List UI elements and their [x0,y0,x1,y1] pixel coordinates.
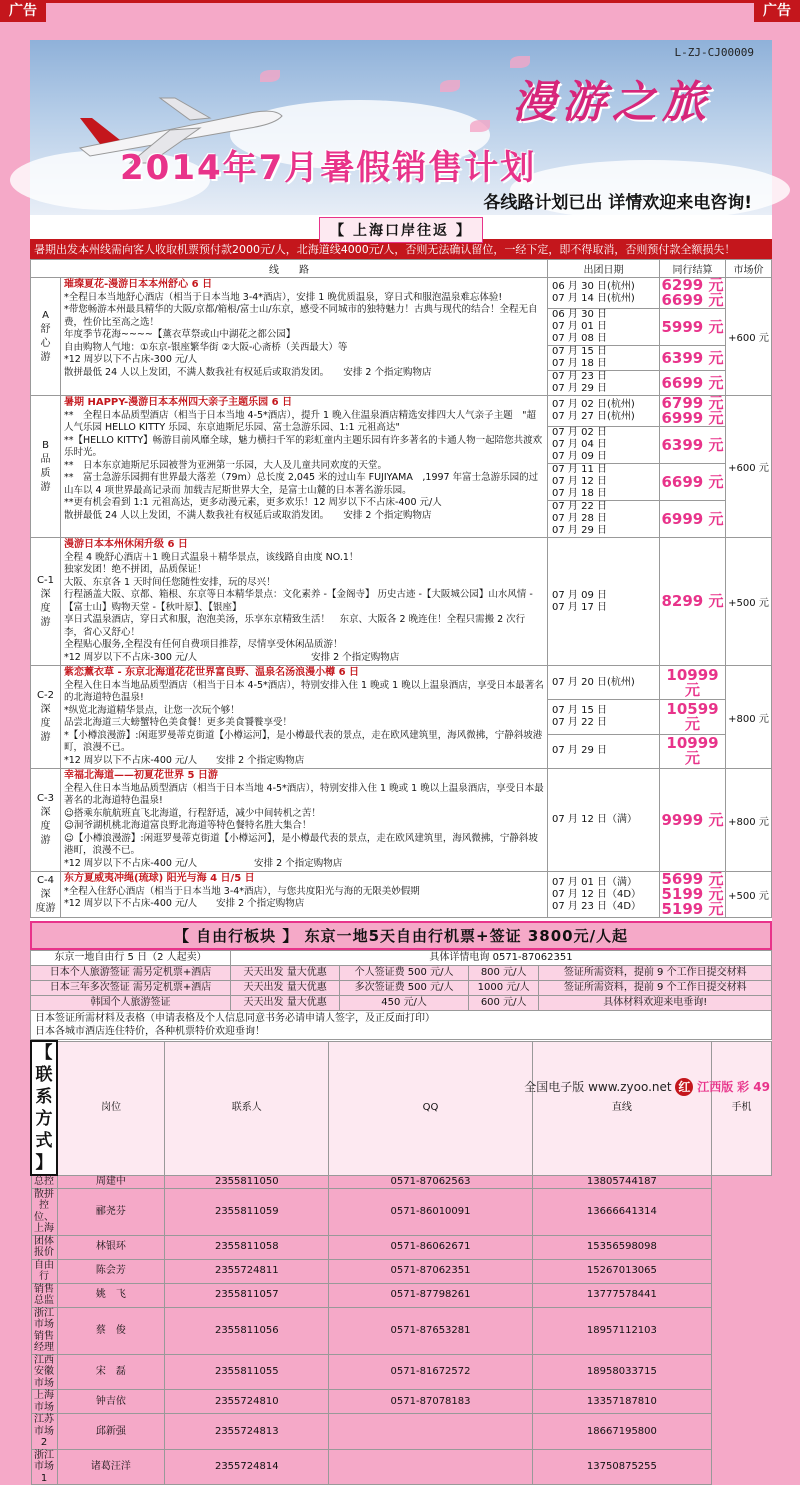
top-rule [46,0,754,3]
contact-row [31,1175,772,1188]
departure-dates: 07 月 12 日（满） [548,769,660,872]
contact-cell: 0571-86010091 [329,1188,532,1235]
note-line: 日本各城市酒店连住特价，各种机票特价欢迎垂询！ [35,1026,265,1037]
contact-cell: 钟吉依 [57,1390,165,1414]
route-description [61,396,548,538]
free-cell: 1000 元/人 [468,981,539,996]
contact-cell: 周建中 [57,1175,165,1188]
contact-label [31,1041,57,1175]
route-detail-line: 品尝北海道三大螃蟹特色美食餐！更多美食饕餮享受！ [64,717,293,728]
free-cell: 个人签证费 500 元/人 [340,966,469,981]
table-row [31,981,772,996]
free-travel-table [30,950,772,1011]
free-cell: 签证所需资料，提前 9 个工作日提交材料 [539,966,772,981]
market-price: +600 元 [726,278,772,396]
page-number: 彩 49 [737,1080,770,1094]
contact-cell: 2355811050 [165,1175,329,1188]
contact-cell: 13666641314 [532,1188,711,1235]
market-price: +800 元 [726,666,772,769]
peer-price: 5999 元 [660,309,726,346]
contact-cell: 浙江市场销售经理 [31,1307,57,1354]
contact-cell: 蔡 俊 [57,1307,165,1354]
contact-cell: 15356598098 [532,1235,711,1259]
footer-site: 全国电子版 www.zyoo.net [524,1080,672,1094]
route-detail-line: *【小樽浪漫游】:闲逛罗曼蒂克街道【小樽运河】，是小樽最代表的景点，走在欧风建筑里，海风微拂，宁静斜坡港町，浪漫不已。 [64,729,543,753]
peer-price: 10999 元 [660,734,726,768]
peer-price: 10599 元 [660,700,726,734]
route-detail-line: 行程涵盖大阪、京都、箱根、东京等日本精华景点：文化素养 -【金阁寺】 历史古迹 -【大阪城公园】山水风情 -【富士山】购物天堂 -【秋叶原】、【银座】 [64,589,533,613]
market-price: +800 元 [726,769,772,872]
contact-cell: 2355811055 [165,1354,329,1390]
table-header-row [31,260,772,278]
departure-dates: 07 月 23 日 07 月 29 日 [548,371,660,396]
contact-cell: 陈会芳 [57,1259,165,1283]
col-market: 市场价 [726,260,772,278]
route-category: C-3 深 度 游 [31,769,61,872]
route-row [31,769,772,872]
contact-row [31,1259,772,1283]
table-row [31,966,772,981]
route-detail-line: *纵览北海道精华景点，让您一次玩个够！ [64,704,240,716]
col-mobile: 手机 [712,1041,772,1175]
route-detail-line: 全程入住日本当地品质型酒店（相当于日本当地 4-5*酒店），特别安排入住 1 晚或 1 晚以上温泉酒店，享受日本最著名的北海道特色温泉! [64,782,544,806]
contact-cell: 0571-87798261 [329,1283,532,1307]
route-row [31,666,772,700]
route-row [31,396,772,427]
contact-cell: 0571-87078183 [329,1390,532,1414]
contact-cell: 2355811058 [165,1235,329,1259]
peer-price: 6399 元 [660,346,726,371]
contact-cell: 18667195800 [532,1414,711,1450]
main-title: 2014年7月暑假销售计划 [120,148,537,188]
free-cell: 天天出发 量大优惠 [231,981,340,996]
route-detail-line: 大阪、东京各 1 天时间任您随性安排，玩的尽兴！ [64,576,276,588]
peer-price: 6299 元 6699 元 [660,278,726,309]
contact-cell: 13777578441 [532,1283,711,1307]
departure-dates: 07 月 29 日 [548,734,660,768]
peer-price: 10999 元 [660,666,726,700]
ad-corner-left: 广告 [0,0,46,22]
ad-corner-right: 广告 [754,0,800,22]
contact-row [31,1283,772,1307]
route-detail-line: *12 周岁以下不占床-400 元/人 安排 2 个指定购物店 [64,898,305,909]
contact-cell: 2355724814 [165,1449,329,1485]
free-cell: 450 元/人 [340,996,469,1011]
route-detail-line: 散拼最低 24 人以上发团，不满人数我社有权延后或取消发团。 安排 2 个指定购物店 [64,509,432,521]
free-cell: 多次签证费 500 元/人 [340,981,469,996]
routes-table [30,259,772,918]
route-detail-line: ** 富士急游乐园拥有世界最大落差（79m）总长度 2,045 米的过山车 FUJIYAMA ,1997 年富士急游乐园的过山车以 4 项世界最高记录而 加载吉尼斯世界大全，是富士山麓的日本著名游乐园。 [64,472,539,496]
contact-cell: 0571-81672572 [329,1354,532,1390]
col-contact: 联系人 [165,1041,329,1175]
contact-cell: 散拼控位、上海 [31,1188,57,1235]
contact-cell: 宋 磊 [57,1354,165,1390]
footer [524,1078,770,1096]
route-description [61,769,548,872]
route-title: 幸福北海道——初夏花世界 5 日游 [64,770,218,781]
contact-cell: 2355811057 [165,1283,329,1307]
route-detail-line: 享日式温泉酒店，穿日式和服，泡泡美汤，乐享东京精致生活！ 东京、大阪各 2 晚连住！全程只需搬 2 次行李，省心又舒心！ [64,614,526,638]
section-title-text: 【 上海口岸往返 】 [319,217,483,243]
route-detail-line: 自由购物人气地：①东京-银座繁华街 ②大阪-心斋桥（关西最大）等 [64,341,348,353]
route-detail-line: ☺搭乘东航航班直飞北海道，行程舒适，减少中间转机之苦！ [64,807,321,819]
route-detail-line: *12 周岁以下不占床-400 元/人 安排 2 个指定购物店 [64,754,305,766]
table-row [31,996,772,1011]
visa-notes [30,1011,772,1040]
route-row [31,278,772,309]
route-title: 东方夏威夷冲绳(琉球) 阳光与海 4 日/5 日 [64,873,255,884]
contact-row [31,1390,772,1414]
departure-dates: 07 月 20 日(杭州) [548,666,660,700]
free-cell: 日本个人旅游签证 需另定机票+酒店 [31,966,231,981]
route-detail-line: 全程 4 晚舒心酒店＋1 晚日式温泉＋精华景点，该线路自由度 NO.1！ [64,551,359,563]
contact-cell: 郦尧芬 [57,1188,165,1235]
departure-dates: 07 月 01 日（满） 07 月 12 日（4D） 07 月 23 日（4D） [548,872,660,918]
route-category: C-2 深 度 游 [31,666,61,769]
peer-price: 9999 元 [660,769,726,872]
petal-icon [440,80,460,92]
route-description [61,278,548,396]
peer-price: 6699 元 [660,464,726,501]
contact-cell: 浙江市场 1 [31,1449,57,1485]
contact-row [31,1414,772,1450]
departure-dates: 07 月 15 日 07 月 18 日 [548,346,660,371]
contact-cell: 团体报价 [31,1235,57,1259]
routes-body [31,278,772,918]
free-cell: 具体详情电询 0571-87062351 [231,951,772,966]
contact-cell: 13357187810 [532,1390,711,1414]
contact-cell: 0571-87062563 [329,1175,532,1188]
route-title: 紫恋薰衣草 - 东京北海道花花世界富良野、温泉名汤浪漫小樽 6 日 [64,667,360,678]
banner [30,40,772,215]
route-detail-line: *全程入住舒心酒店（相当于日本当地 3-4*酒店），与您共度阳光与海的无限美妙假期 [64,885,420,897]
contact-cell: 13750875255 [532,1449,711,1485]
route-detail-line: ☺【小樽浪漫游】:闲逛罗曼蒂克街道【小樽运河】，是小樽最代表的景点，走在欧风建筑里，海风微拂，宁静斜坡港町，浪漫不已。 [64,832,538,856]
petal-icon [470,120,490,132]
route-title: 漫游日本本州休闲升级 6 日 [64,539,188,550]
edition-badge: 红 [675,1078,693,1096]
route-detail-line: *带您畅游本州最具精华的大阪/京都/箱根/富士山/东京，感受不同城市的独特魅力！古典与现代的结合！全程无自费，性价比至高之选！ [64,304,538,328]
route-title: 璀璨夏花-漫游日本本州舒心 6 日 [64,279,213,290]
contact-row [31,1235,772,1259]
subtitle: 各线路计划已出 详情欢迎来电咨询! [483,193,752,213]
route-category: B 品 质 游 [31,396,61,538]
contact-header-row [31,1041,772,1175]
departure-dates: 07 月 15 日 07 月 22 日 [548,700,660,734]
contact-table [30,1040,772,1485]
col-position: 岗位 [57,1041,165,1175]
contact-cell: 15267013065 [532,1259,711,1283]
market-price: +600 元 [726,396,772,538]
departure-dates: 06 月 30 日 07 月 01 日 07 月 08 日 [548,309,660,346]
departure-dates: 07 月 02 日(杭州) 07 月 27 日(杭州) [548,396,660,427]
route-detail-line: ☺洞爷湖机桃北海道富良野北海道等特色餐特名胜大集合！ [64,820,312,831]
free-cell: 800 元/人 [468,966,539,981]
route-category: C-1 深 度 游 [31,538,61,666]
contact-cell: 13805744187 [532,1175,711,1188]
route-detail-line: ** 日本东京迪斯尼乐园被誉为亚洲第一乐园，大人及儿童共同欢度的天堂。 [64,459,388,471]
route-detail-line: *12 周岁以下不占床-300 元/人 [64,354,198,365]
free-cell: 日本三年多次签证 需另定机票+酒店 [31,981,231,996]
route-row [31,872,772,918]
contact-cell: 总控 [31,1175,57,1188]
contact-label-text: 【 联 系 方 式 】 [35,1043,53,1173]
route-row [31,538,772,666]
departure-dates: 07 月 11 日 07 月 12 日 07 月 18 日 [548,464,660,501]
route-description [61,872,548,918]
contact-cell: 姚 飞 [57,1283,165,1307]
contact-cell: 江西安徽市场 [31,1354,57,1390]
free-cell: 天天出发 量大优惠 [231,966,340,981]
contact-cell: 18957112103 [532,1307,711,1354]
contact-cell: 林银环 [57,1235,165,1259]
contact-cell: 自由行 [31,1259,57,1283]
contact-cell: 江苏市场 2 [31,1414,57,1450]
route-category: C-4 深 度游 [31,872,61,918]
contact-row [31,1354,772,1390]
route-detail-line: **【HELLO KITTY】畅游目前风靡全球，魅力横扫千军的彩虹童内主题乐园有许多著名的卡通人物一起陪您共渡欢乐时光。 [64,434,543,458]
market-price: +500 元 [726,872,772,918]
peer-price: 6799 元 6999 元 [660,396,726,427]
peer-price: 6399 元 [660,427,726,464]
note-line: 日本签证所需材料及表格（申请表格及个人信息同意书务必请申请人签字，及正反面打印） [35,1013,435,1024]
col-price: 同行结算 [660,260,726,278]
departure-dates: 07 月 22 日 07 月 28 日 07 月 29 日 [548,501,660,538]
route-description [61,538,548,666]
route-detail-line: *全程日本当地舒心酒店（相当于日本当地 3-4*酒店），安排 1 晚优质温泉，穿日式和服泡温泉难忘体验! [64,291,503,303]
route-category: A 舒 心 游 [31,278,61,396]
route-detail-line: ** 全程日本品质型酒店（相当于日本当地 4-5*酒店），提升 1 晚入住温泉酒店精选安排四大人气亲子主题 "超人气乐园 HELLO KITTY 乐园、东京迪斯尼乐园、富士急游乐园、1:1 元祖高达" [64,409,536,433]
col-date: 出团日期 [548,260,660,278]
edition-name: 江西版 [697,1080,734,1094]
route-detail-line: *12 周岁以下不占床-400 元/人 安排 2 个指定购物店 [64,857,343,869]
route-detail-line: 全程贴心服务,全程没有任何自费项目推荐，尽情享受休闲品质游！ [64,639,343,650]
contact-cell [329,1414,532,1450]
free-cell: 东京一地自由行 5 日（2 人起卖） [31,951,231,966]
contact-cell: 上海市场 [31,1390,57,1414]
col-qq: QQ [329,1041,532,1175]
contact-cell: 销售总监 [31,1283,57,1307]
free-cell: 天天出发 量大优惠 [231,996,340,1011]
departure-dates: 07 月 09 日 07 月 17 日 [548,538,660,666]
peer-price: 6999 元 [660,501,726,538]
contact-cell: 18958033715 [532,1354,711,1390]
table-row [31,951,772,966]
contact-cell: 0571-86062671 [329,1235,532,1259]
departure-dates: 06 月 30 日(杭州) 07 月 14 日(杭州) [548,278,660,309]
col-route: 线 路 [31,260,548,278]
contact-cell: 诸葛汪洋 [57,1449,165,1485]
peer-price: 5699 元 5199 元 5199 元 [660,872,726,918]
contact-cell: 2355811056 [165,1307,329,1354]
route-detail-line: 年度季节花海~~~~【薰衣草祭或山中湖花之都公园】 [64,329,296,340]
market-price: +500 元 [726,538,772,666]
route-detail-line: 全程入住日本当地品质型酒店（相当于日本 4-5*酒店），特别安排入住 1 晚或 1 晚以上温泉酒店，享受日本最著名的北海道特色温泉! [64,679,544,703]
route-detail-line: *12 周岁以下不占床-300 元/人 安排 2 个指定购物店 [64,651,400,663]
peer-price: 6699 元 [660,371,726,396]
route-detail-line: 散拼最低 24 人以上发团，不满人数我社有权延后或取消发团。 安排 2 个指定购物店 [64,366,432,378]
deposit-notice: 暑期出发本州线需向客人收取机票预付款2000元/人，北海道线4000元/人，否则无法确认留位，一经下定，即不得取消，否则预付款全额损失！ [30,239,772,259]
free-travel-title: 【 自由行板块 】 东京一地5天自由行机票+签证 3800元/人起 [30,921,772,950]
route-title: 暑期 HAPPY-漫游日本本州四大亲子主题乐园 6 日 [64,397,293,408]
contact-cell [329,1449,532,1485]
free-cell: 600 元/人 [468,996,539,1011]
contact-cell: 0571-87062351 [329,1259,532,1283]
contact-row [31,1449,772,1485]
departure-dates: 07 月 02 日 07 月 04 日 07 月 09 日 [548,427,660,464]
peer-price: 8299 元 [660,538,726,666]
route-detail-line: **更有机会看到 1:1 元祖高达，更多动漫元素，更多欢乐！12 周岁以下不占床-400 元/人 [64,497,442,508]
contact-cell: 邱新强 [57,1414,165,1450]
free-cell: 具体材料欢迎来电垂询! [539,996,772,1011]
section-title-shanghai [30,217,772,239]
contact-cell: 2355724811 [165,1259,329,1283]
route-description [61,666,548,769]
contact-row [31,1188,772,1235]
contact-cell: 2355724813 [165,1414,329,1450]
contact-row [31,1307,772,1354]
route-detail-line: 独家发团！绝不拼团，品质保证！ [64,564,207,575]
free-cell: 韩国个人旅游签证 [31,996,231,1011]
product-code: L-ZJ-CJ00009 [674,46,754,59]
free-cell: 签证所需资料，提前 9 个工作日提交材料 [539,981,772,996]
contact-cell: 0571-87653281 [329,1307,532,1354]
contact-cell: 2355811059 [165,1188,329,1235]
col-phone: 直线 [532,1041,711,1175]
contact-cell: 2355724810 [165,1390,329,1414]
brand-logo: 漫游之旅 [512,77,712,128]
